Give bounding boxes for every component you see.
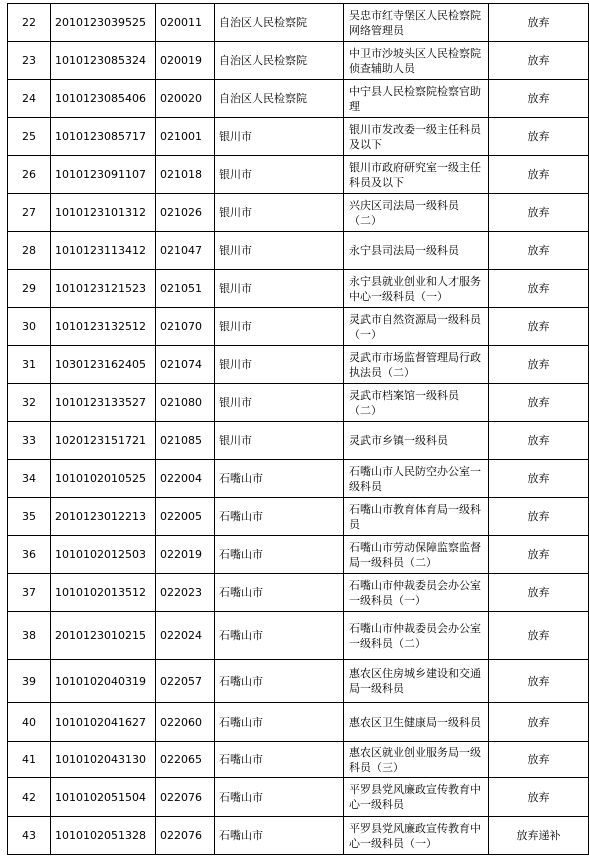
status: 放弃 (489, 156, 589, 194)
recruiting-unit: 银川市 (215, 118, 344, 156)
row-number: 42 (8, 778, 51, 817)
row-number: 33 (8, 422, 51, 460)
position-name: 石嘴山市仲裁委员会办公室一级科员（一） (344, 574, 489, 612)
position-name: 平罗县党风廉政宣传教育中心一级科员 (344, 778, 489, 817)
recruiting-unit: 自治区人民检察院 (215, 42, 344, 80)
table-row (8, 778, 589, 817)
position-name: 灵武市档案馆一级科员（二） (344, 384, 489, 422)
exam-id: 1030123162405 (51, 346, 156, 384)
row-number: 27 (8, 194, 51, 232)
table-row (8, 232, 589, 270)
row-number: 22 (8, 4, 51, 42)
row-number: 29 (8, 270, 51, 308)
position-name: 永宁县就业创业和人才服务中心一级科员（一） (344, 270, 489, 308)
position-code: 022076 (156, 778, 215, 817)
recruiting-unit: 石嘴山市 (215, 742, 344, 778)
recruiting-unit: 银川市 (215, 384, 344, 422)
table-row (8, 156, 589, 194)
status: 放弃 (489, 574, 589, 612)
status: 放弃 (489, 4, 589, 42)
row-number: 23 (8, 42, 51, 80)
table-row (8, 194, 589, 232)
status: 放弃 (489, 80, 589, 118)
recruiting-unit: 银川市 (215, 270, 344, 308)
position-code: 020011 (156, 4, 215, 42)
position-code: 021070 (156, 308, 215, 346)
position-code: 022057 (156, 660, 215, 703)
exam-id: 1010102051504 (51, 778, 156, 817)
table-row (8, 460, 589, 498)
status: 放弃 (489, 422, 589, 460)
position-name: 中宁县人民检察院检察官助理 (344, 80, 489, 118)
exam-id: 1010102013512 (51, 574, 156, 612)
table-row (8, 308, 589, 346)
position-name: 灵武市自然资源局一级科员（一） (344, 308, 489, 346)
status: 放弃 (489, 118, 589, 156)
table-row (8, 422, 589, 460)
recruiting-unit: 石嘴山市 (215, 574, 344, 612)
table-row (8, 660, 589, 703)
exam-id: 1010123101312 (51, 194, 156, 232)
position-name: 中卫市沙坡头区人民检察院侦查辅助人员 (344, 42, 489, 80)
row-number: 35 (8, 498, 51, 536)
table-row (8, 42, 589, 80)
position-code: 021080 (156, 384, 215, 422)
position-code: 022023 (156, 574, 215, 612)
exam-id: 1010123085717 (51, 118, 156, 156)
position-code: 020019 (156, 42, 215, 80)
exam-id: 1010123085406 (51, 80, 156, 118)
exam-id: 1010102051328 (51, 817, 156, 855)
recruiting-unit: 石嘴山市 (215, 660, 344, 703)
recruiting-unit: 石嘴山市 (215, 536, 344, 574)
position-code: 021074 (156, 346, 215, 384)
status: 放弃 (489, 778, 589, 817)
status: 放弃 (489, 660, 589, 703)
position-name: 灵武市市场监督管理局行政执法员（二） (344, 346, 489, 384)
position-code: 021047 (156, 232, 215, 270)
status: 放弃 (489, 703, 589, 742)
row-number: 38 (8, 612, 51, 660)
position-name: 惠农区住房城乡建设和交通局一级科员 (344, 660, 489, 703)
position-name: 永宁县司法局一级科员 (344, 232, 489, 270)
position-code: 022076 (156, 817, 215, 855)
position-name: 兴庆区司法局一级科员（二） (344, 194, 489, 232)
table-row (8, 498, 589, 536)
position-name: 银川市发改委一级主任科员及以下 (344, 118, 489, 156)
table-row (8, 270, 589, 308)
position-code: 022019 (156, 536, 215, 574)
table-row (8, 612, 589, 660)
exam-id: 1010102040319 (51, 660, 156, 703)
row-number: 39 (8, 660, 51, 703)
row-number: 26 (8, 156, 51, 194)
row-number: 34 (8, 460, 51, 498)
status: 放弃递补 (489, 817, 589, 855)
position-code: 022024 (156, 612, 215, 660)
row-number: 40 (8, 703, 51, 742)
recruiting-unit: 银川市 (215, 346, 344, 384)
position-name: 惠农区卫生健康局一级科员 (344, 703, 489, 742)
status: 放弃 (489, 612, 589, 660)
position-name: 吴忠市红寺堡区人民检察院网络管理员 (344, 4, 489, 42)
position-name: 石嘴山市劳动保障监察监督局一级科员（二） (344, 536, 489, 574)
exam-id: 2010123039525 (51, 4, 156, 42)
position-name: 平罗县党风廉政宣传教育中心一级科员（一） (344, 817, 489, 855)
table-row (8, 118, 589, 156)
table-row (8, 703, 589, 742)
row-number: 36 (8, 536, 51, 574)
recruiting-unit: 石嘴山市 (215, 817, 344, 855)
status: 放弃 (489, 270, 589, 308)
row-number: 41 (8, 742, 51, 778)
status: 放弃 (489, 498, 589, 536)
exam-id: 1010102043130 (51, 742, 156, 778)
table-row (8, 80, 589, 118)
position-code: 021018 (156, 156, 215, 194)
table-row (8, 817, 589, 855)
position-name: 石嘴山市人民防空办公室一级科员 (344, 460, 489, 498)
row-number: 30 (8, 308, 51, 346)
recruiting-unit: 自治区人民检察院 (215, 4, 344, 42)
row-number: 31 (8, 346, 51, 384)
status: 放弃 (489, 346, 589, 384)
position-code: 022005 (156, 498, 215, 536)
exam-id: 1010123133527 (51, 384, 156, 422)
table-row (8, 574, 589, 612)
row-number: 28 (8, 232, 51, 270)
table-row (8, 384, 589, 422)
exam-id: 1010102041627 (51, 703, 156, 742)
status: 放弃 (489, 42, 589, 80)
recruiting-unit: 自治区人民检察院 (215, 80, 344, 118)
recruiting-unit: 石嘴山市 (215, 498, 344, 536)
table-row (8, 346, 589, 384)
row-number: 24 (8, 80, 51, 118)
position-name: 惠农区就业创业服务局一级科员（三） (344, 742, 489, 778)
position-code: 022004 (156, 460, 215, 498)
row-number: 43 (8, 817, 51, 855)
recruiting-unit: 石嘴山市 (215, 778, 344, 817)
recruiting-unit: 石嘴山市 (215, 703, 344, 742)
recruiting-unit: 银川市 (215, 156, 344, 194)
exam-id: 1020123151721 (51, 422, 156, 460)
row-number: 25 (8, 118, 51, 156)
status: 放弃 (489, 536, 589, 574)
status: 放弃 (489, 232, 589, 270)
recruiting-unit: 石嘴山市 (215, 460, 344, 498)
position-code: 021026 (156, 194, 215, 232)
position-name: 石嘴山市教育体育局一级科员 (344, 498, 489, 536)
exam-id: 1010102012503 (51, 536, 156, 574)
status: 放弃 (489, 742, 589, 778)
status: 放弃 (489, 308, 589, 346)
table-row (8, 742, 589, 778)
position-code: 022065 (156, 742, 215, 778)
recruiting-unit: 银川市 (215, 194, 344, 232)
status: 放弃 (489, 194, 589, 232)
exam-id: 1010123091107 (51, 156, 156, 194)
table-row (8, 536, 589, 574)
exam-id: 1010123132512 (51, 308, 156, 346)
position-code: 021051 (156, 270, 215, 308)
table-body (8, 4, 589, 855)
status: 放弃 (489, 460, 589, 498)
position-code: 022060 (156, 703, 215, 742)
recruiting-unit: 银川市 (215, 232, 344, 270)
position-code: 021001 (156, 118, 215, 156)
position-name: 石嘴山市仲裁委员会办公室一级科员（二） (344, 612, 489, 660)
exam-id: 1010102010525 (51, 460, 156, 498)
recruiting-unit: 石嘴山市 (215, 612, 344, 660)
position-name: 银川市政府研究室一级主任科员及以下 (344, 156, 489, 194)
candidate-table (7, 3, 589, 855)
recruiting-unit: 银川市 (215, 422, 344, 460)
row-number: 37 (8, 574, 51, 612)
exam-id: 1010123085324 (51, 42, 156, 80)
exam-id: 1010123121523 (51, 270, 156, 308)
position-code: 021085 (156, 422, 215, 460)
exam-id: 2010123012213 (51, 498, 156, 536)
exam-id: 2010123010215 (51, 612, 156, 660)
status: 放弃 (489, 384, 589, 422)
table-row (8, 4, 589, 42)
position-code: 020020 (156, 80, 215, 118)
position-name: 灵武市乡镇一级科员 (344, 422, 489, 460)
exam-id: 1010123113412 (51, 232, 156, 270)
row-number: 32 (8, 384, 51, 422)
recruiting-unit: 银川市 (215, 308, 344, 346)
